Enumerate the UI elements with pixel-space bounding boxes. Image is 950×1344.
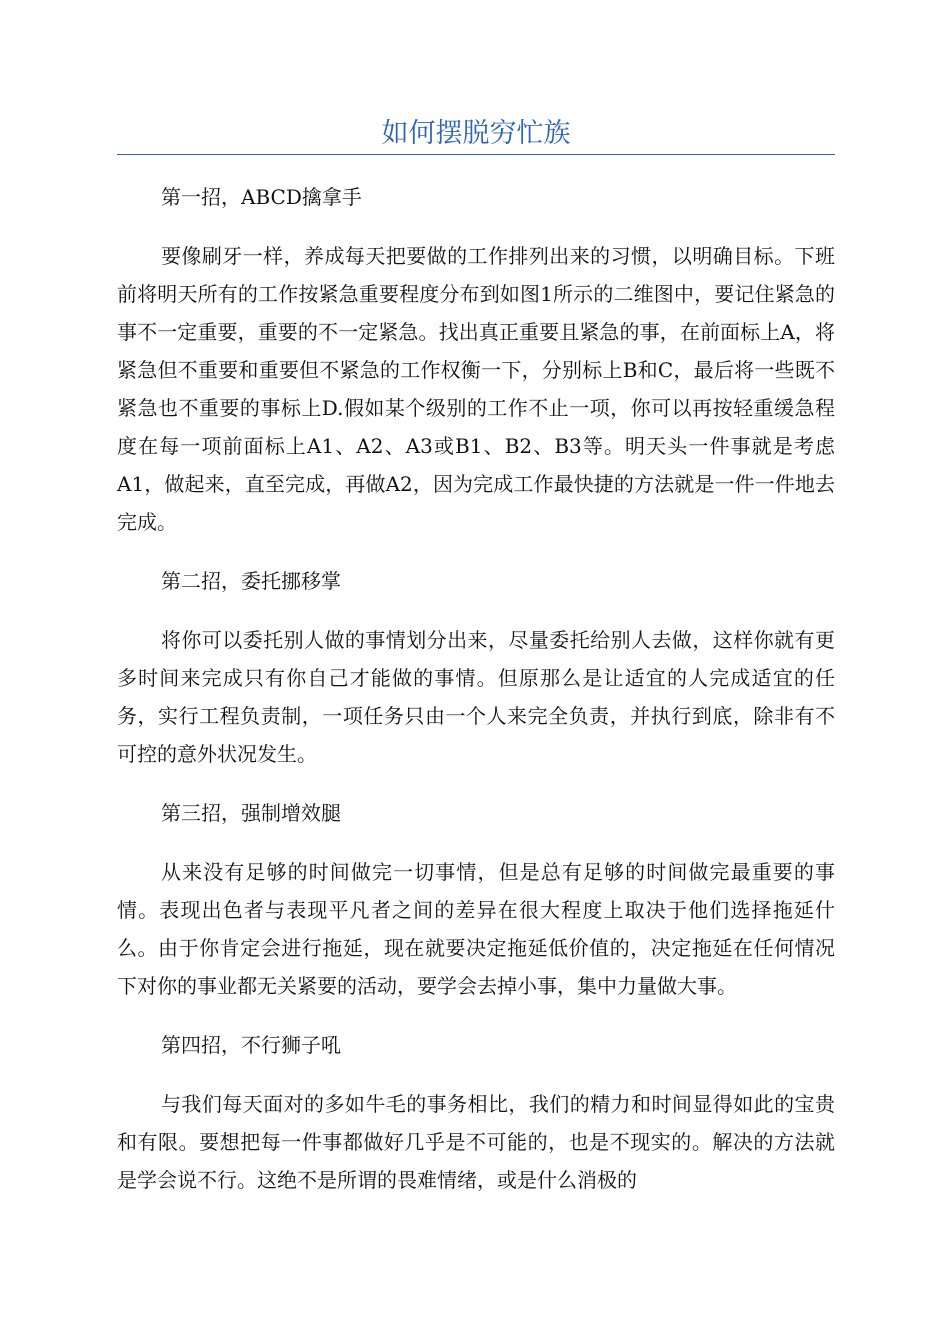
title-underline [117, 154, 835, 155]
section-2-paragraph: 将你可以委托别人做的事情划分出来，尽量委托给别人去做，这样你就有更多时间来完成只有你自己才能做的事情。但原那么是让适宜的人完成适宜的任务，实行工程负责制，一项任务只由一个人来完全负责，并执行到底，除非有不可控的意外状况发生。 [117, 628, 835, 766]
page-title: 如何摆脱穷忙族 [381, 118, 571, 149]
section-2-heading: 第二招，委托挪移掌 [161, 569, 341, 593]
section-4-paragraph: 与我们每天面对的多如牛毛的事务相比，我们的精力和时间显得如此的宝贵和有限。要想把每一件事都做好几乎是不可能的，也是不现实的。解决的方法就是学会说不行。这绝不是所谓的畏难情绪，或是什么消极的 [117, 1092, 835, 1192]
document-body [117, 178, 835, 1220]
section-1-paragraph: 要像刷牙一样，养成每天把要做的工作排列出来的习惯，以明确目标。下班前将明天所有的工作按紧急重要程度分布到如图1所示的二维图中，要记住紧急的事不一定重要，重要的不一定紧急。找出真正重要且紧急的事，在前面标上A，将紧急但不重要和重要但不紧急的工作权衡一下，分别标上B和C，最后将一些既不紧急也不重要的事标上D.假如某个级别的工作不止一项，你可以再按轻重缓急程度在每一项前面标上A1、A2、A3或B1、B2、B3等。明天头一件事就是考虑A1，做起来，直至完成，再做A2，因为完成工作最快捷的方法就是一件一件地去完成。 [117, 244, 835, 534]
section-1-heading: 第一招，ABCD擒拿手 [161, 185, 362, 209]
section-4-heading: 第四招，不行狮子吼 [161, 1033, 341, 1057]
section-3-paragraph: 从来没有足够的时间做完一切事情，但是总有足够的时间做完最重要的事情。表现出色者与表现平凡者之间的差异在很大程度上取决于他们选择拖延什么。由于你肯定会进行拖延，现在就要决定拖延低价值的，决定拖延在任何情况下对你的事业都无关紧要的活动，要学会去掉小事，集中力量做大事。 [117, 860, 835, 998]
section-3-heading: 第三招，强制增效腿 [161, 801, 341, 825]
